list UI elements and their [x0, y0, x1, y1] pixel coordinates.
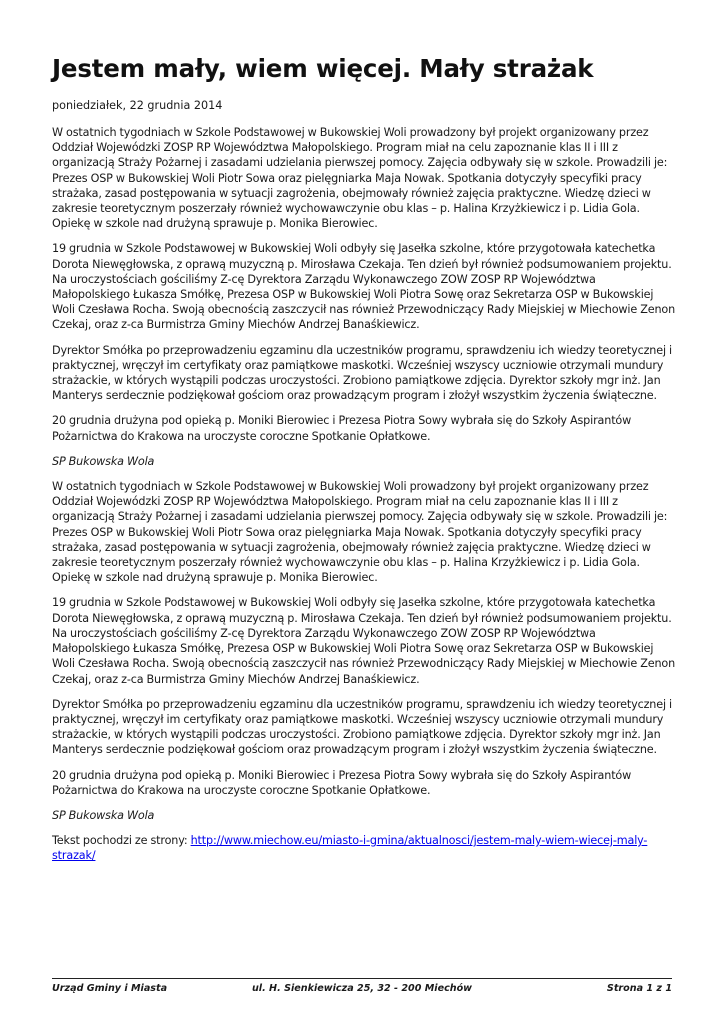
article-paragraph: 19 grudnia w Szkole Podstawowej w Bukowskiej Woli odbyły się Jasełka szkolne, które przygotowała katechetka Dorota Niewęgłowska, z oprawą muzyczną p. Mirosława Czekaja. Ten dzień był również podsumowaniem projektu. Na uroczystościach gościliśmy Z-cę Dyrektora Zarządu Wykonawczego ZOW ZOSP RP Województwa Małopolskiego Łukasza Smółkę, Prezesa OSP w Bukowskiej Woli Piotra Sowę oraz Sekretarza OSP w Bukowskiej Woli Czesława Rocha. Swoją obecnością zaszczycił nas również Przewodniczący Rady Miejskiej w Miechowie Zenon Czekaj, oraz z-ca Burmistrza Gminy Miechów Andrzej Banaśkiewicz.	[52, 242, 676, 332]
footer-page-number: Strona 1 z 1	[606, 983, 672, 994]
source-line	[52, 833, 676, 863]
article-paragraph: Dyrektor Smółka po przeprowadzeniu egzaminu dla uczestników programu, sprawdzeniu ich wiedzy teoretycznej i praktycznej, wręczył im certyfikaty oraz pamiątkowe maskotki. Wcześniej wszyscy uczniowie otrzymali mundury strażackie, w których wystąpili podczas uroczystości. Zrobiono pamiątkowe zdjęcia. Dyrektor szkoły mgr inż. Jan Manterys serdecznie podziękował gościom oraz prowadzącym program i złożył wszystkim życzenia świąteczne.	[52, 343, 673, 403]
page-footer	[52, 983, 672, 997]
article-signature-repeat: SP Bukowska Wola	[52, 808, 155, 822]
footer-divider	[52, 978, 672, 979]
source-prefix: Tekst pochodzi ze strony:	[52, 834, 191, 848]
footer-address: ul. H. Sienkiewicza 25, 32 - 200 Miechów	[251, 983, 473, 994]
article-signature: SP Bukowska Wola	[52, 454, 155, 468]
publication-date: poniedziałek, 22 grudnia 2014	[52, 99, 223, 112]
article-body	[52, 125, 676, 874]
article-paragraph-repeat: W ostatnich tygodniach w Szkole Podstawowej w Bukowskiej Woli prowadzony był projekt organizowany przez Oddział Wojewódzki ZOSP RP Województwa Małopolskiego. Program miał na celu zapoznanie klas II i III z organizacją Straży Pożarnej i zasadami udzielania pierwszej pomocy. Zajęcia odbywały się w szkole. Prowadzili je: Prezes OSP w Bukowskiej Woli Piotr Sowa oraz pielęgniarka Maja Nowak. Spotkania dotyczyły specyfiki pracy strażaka, zasad postępowania w sytuacji zagrożenia, obejmowały również zajęcia praktyczne. Wiedzę dzieci w zakresie teoretycznym poszerzały również wychowawczynie obu klas – p. Halina Krzyżkiewicz i p. Lidia Gola. Opiekę w szkole nad drużyną sprawuje p. Monika Bierowiec.	[52, 480, 668, 585]
source-link[interactable]: http://www.miechow.eu/miasto-i-gmina/aktualnosci/jestem-maly-wiem-wiecej-maly-strazak/	[52, 834, 648, 863]
article-paragraph-repeat: 20 grudnia drużyna pod opieką p. Moniki Bierowiec i Prezesa Piotra Sowy wybrała się do Szkoły Aspirantów Pożarnictwa do Krakowa na uroczyste coroczne Spotkanie Opłatkowe.	[52, 768, 632, 797]
page-title: Jestem mały, wiem więcej. Mały strażak	[52, 54, 594, 83]
article-paragraph: W ostatnich tygodniach w Szkole Podstawowej w Bukowskiej Woli prowadzony był projekt organizowany przez Oddział Wojewódzki ZOSP RP Województwa Małopolskiego. Program miał na celu zapoznanie klas II i III z organizacją Straży Pożarnej i zasadami udzielania pierwszej pomocy. Zajęcia odbywały się w szkole. Prowadzili je: Prezes OSP w Bukowskiej Woli Piotr Sowa oraz pielęgniarka Maja Nowak. Spotkania dotyczyły specyfiki pracy strażaka, zasad postępowania w sytuacji zagrożenia, obejmowały również zajęcia praktyczne. Wiedzę dzieci w zakresie teoretycznym poszerzały również wychowawczynie obu klas – p. Halina Krzyżkiewicz i p. Lidia Gola. Opiekę w szkole nad drużyną sprawuje p. Monika Bierowiec.	[52, 126, 668, 231]
article-paragraph-repeat: Dyrektor Smółka po przeprowadzeniu egzaminu dla uczestników programu, sprawdzeniu ich wiedzy teoretycznej i praktycznej, wręczył im certyfikaty oraz pamiątkowe maskotki. Wcześniej wszyscy uczniowie otrzymali mundury strażackie, w których wystąpili podczas uroczystości. Zrobiono pamiątkowe zdjęcia. Dyrektor szkoły mgr inż. Jan Manterys serdecznie podziękował gościom oraz prowadzącym program i złożył wszystkim życzenia świąteczne.	[52, 697, 673, 757]
footer-office-name: Urząd Gminy i Miasta	[52, 983, 168, 994]
article-paragraph: 20 grudnia drużyna pod opieką p. Moniki Bierowiec i Prezesa Piotra Sowy wybrała się do Szkoły Aspirantów Pożarnictwa do Krakowa na uroczyste coroczne Spotkanie Opłatkowe.	[52, 414, 632, 443]
article-paragraph-repeat: 19 grudnia w Szkole Podstawowej w Bukowskiej Woli odbyły się Jasełka szkolne, które przygotowała katechetka Dorota Niewęgłowska, z oprawą muzyczną p. Mirosława Czekaja. Ten dzień był również podsumowaniem projektu. Na uroczystościach gościliśmy Z-cę Dyrektora Zarządu Wykonawczego ZOW ZOSP RP Województwa Małopolskiego Łukasza Smółkę, Prezesa OSP w Bukowskiej Woli Piotra Sowę oraz Sekretarza OSP w Bukowskiej Woli Czesława Rocha. Swoją obecnością zaszczycił nas również Przewodniczący Rady Miejskiej w Miechowie Zenon Czekaj, oraz z-ca Burmistrza Gminy Miechów Andrzej Banaśkiewicz.	[52, 596, 676, 686]
